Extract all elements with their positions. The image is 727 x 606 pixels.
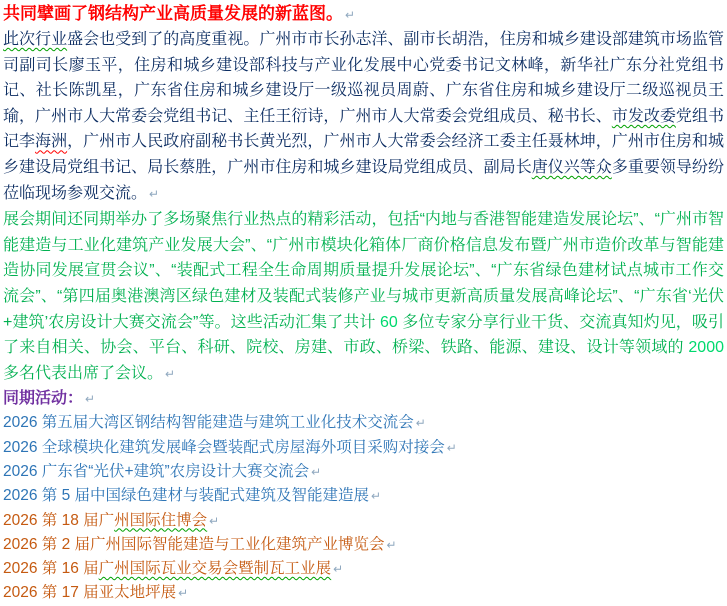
paragraph-concurrent-activities	[3, 207, 724, 387]
text-run: 2026 全球模块化建筑发展峰会暨装配式房屋海外项目采购对接会	[3, 438, 445, 456]
paragraph-mark-icon: ↵	[178, 586, 189, 601]
paragraph-mark-icon: ↵	[333, 562, 344, 577]
event-item	[3, 581, 724, 605]
event-item	[3, 484, 724, 508]
text-run: 党组书记李	[3, 107, 724, 151]
paragraph-mark-icon: ↵	[311, 464, 322, 479]
event-item	[3, 460, 724, 484]
text-run: 2026 第 16 届	[3, 560, 99, 578]
text-run: 展会期间还同期举办了多场聚焦行业热点的精彩活动，包括“内地与香港智能建造发展论坛”、“广州市智能建造与工业化建筑产业发展大会”、“广州市模块化箱体厂商价格信息发布暨广州市造价改革与智能建造协同发展宣贯会议”、“装配式工程全生命周期质量提升发展论坛”、“广东省绿色建材试点城市工作交流会”、“第四届奥港澳湾区绿色建材及装配式装修产业与城市更新高质量发展高峰论坛”、“广东省‘光伏+建筑’农房设计大赛交流会”等。这些活动汇集了共计	[3, 211, 724, 331]
text-run: 海洲	[35, 133, 68, 151]
paragraph-mark-icon: ↵	[209, 513, 220, 528]
paragraph-mark-icon: ↵	[345, 8, 356, 22]
paragraph-vip-guests	[3, 27, 724, 207]
event-item	[3, 411, 724, 435]
article-heading	[3, 2, 724, 27]
text-run: 此次行业	[3, 31, 68, 48]
text-run: 2026 第 17 届亚太地坪展	[3, 584, 177, 602]
event-item	[3, 533, 724, 557]
paragraph-mark-icon: ↵	[415, 416, 426, 431]
section-heading-text: 同期活动：	[3, 390, 84, 408]
paragraph-mark-icon: ↵	[85, 392, 96, 407]
event-item	[3, 509, 724, 533]
paragraph-mark-icon: ↵	[386, 537, 397, 552]
section-heading-concurrent-events	[3, 387, 724, 411]
article-heading-text: 共同擘画了钢结构产业高质量发展的新蓝图。	[3, 4, 343, 23]
event-item	[3, 557, 724, 581]
text-run: 2026 第五届大湾区钢结构智能建造与建筑工业化技术交流会	[3, 414, 414, 432]
paragraph-mark-icon: ↵	[446, 440, 457, 455]
paragraph-mark-icon: ↵	[371, 489, 382, 504]
text-run: 唐仪兴等众	[531, 158, 612, 176]
paragraph-mark-icon: ↵	[149, 186, 160, 201]
text-run: 多位专家分享行业干货、交流真知灼见，吸引了来自相关、协会、平台、科研、院校、房建、市政、桥梁、铁路、能源、建设、设计等领域的	[3, 313, 724, 357]
text-run: 2000	[688, 339, 724, 357]
text-run: 广州国际瓦业交易会暨制瓦工业展	[98, 560, 332, 578]
text-run: 2026 第 18 届广	[3, 511, 115, 529]
text-run: 市发改委	[611, 107, 676, 125]
text-run: 60	[379, 313, 398, 331]
text-run: 州国际住博会	[114, 511, 208, 529]
text-run: 2026 第 5 届中国绿色建材与装配式建筑及智能建造展	[3, 487, 370, 505]
text-run: ，广州市人民政府副秘书长黄光烈，广州市人大常委会经济工委主任聂林坤，广州市住房和城乡建设局党组书记、局长蔡胜，广州市住房和城乡建设局党组成员、副局长	[3, 133, 724, 176]
text-run: 2026 广东省“光伏+建筑”农房设计大赛交流会	[3, 462, 310, 480]
paragraph-mark-icon: ↵	[165, 366, 176, 381]
text-run: 多名代表出席了会议。	[3, 364, 164, 382]
text-run: 盛会也受到了的高度重视。广州市市长孙志洋、副市长胡浩，住房和城乡建设部建筑市场监管司副司长廖玉平，住房和城乡建设部科技与产业化发展中心党委书记文林峰，新华社广东分社党组书记、社长陈凯星，广东省住房和城乡建设厅一级巡视员周蔚、广东省住房和城乡建设厅二级巡视员王瑜，广州市人大常委会党组书记、主任王衍诗，广州市人大常委会党组成员、秘书长、	[3, 31, 724, 125]
text-run: 2026 第 2 届广州国际智能建造与工业化建筑产业博览会	[3, 535, 385, 553]
event-item	[3, 436, 724, 460]
text-run: 多重要领导纷纷莅临现场参观交流。	[3, 158, 724, 202]
events-list	[3, 411, 724, 605]
